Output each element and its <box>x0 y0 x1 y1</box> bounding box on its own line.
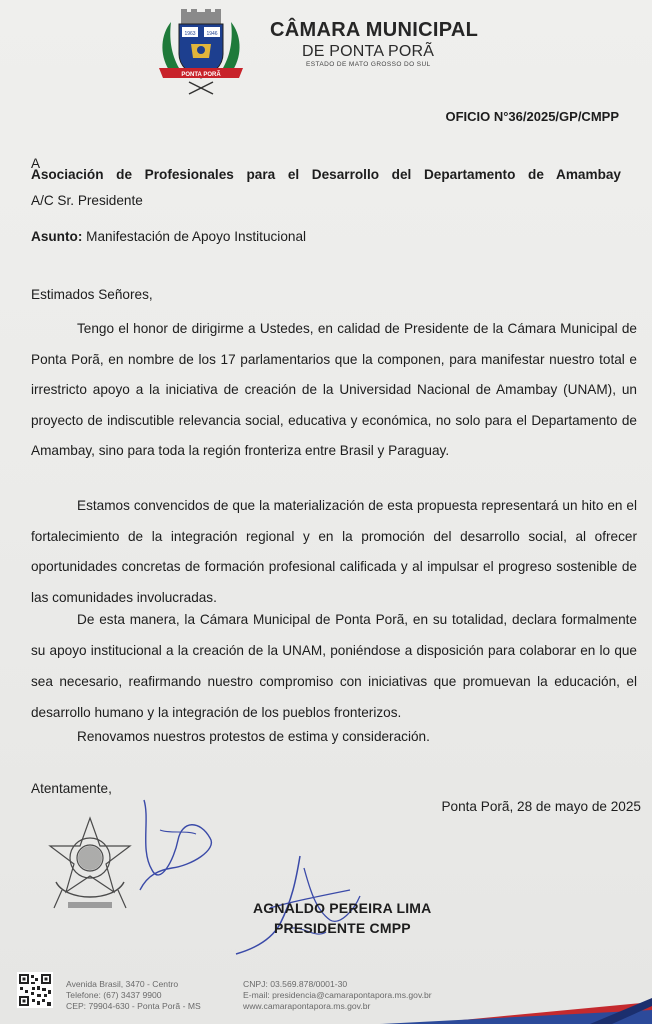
footer-address-block <box>66 979 201 1012</box>
footer-cnpj: CNPJ: 03.569.878/0001-30 <box>243 979 348 989</box>
signature-mark-left <box>130 790 220 900</box>
closing: Atentamente, <box>31 781 112 796</box>
footer-website[interactable]: www.camarapontapora.ms.gov.br <box>243 1001 371 1011</box>
document-reference: OFICIO N°36/2025/GP/CMPP <box>445 109 619 124</box>
municipal-crest-logo <box>155 8 247 96</box>
footer-stripe-decoration <box>380 998 652 1024</box>
footer-email[interactable]: E-mail: presidencia@camarapontapora.ms.gov.br <box>243 990 432 1000</box>
subject-label: Asunto: <box>31 229 83 244</box>
subject-text: Manifestación de Apoyo Institucional <box>86 229 307 244</box>
place-date: Ponta Porã, 28 de mayo de 2025 <box>441 799 641 814</box>
qr-code-icon <box>17 972 53 1008</box>
body-paragraph-4: Renovamos nuestros protestos de estima y consideración. <box>77 729 430 744</box>
svg-text:1946: 1946 <box>206 31 218 37</box>
footer-cep: CEP: 79904-630 - Ponta Porã - MS <box>66 1001 201 1011</box>
signer-name: AGNALDO PEREIRA LIMA <box>253 900 432 916</box>
org-title: CÂMARA MUNICIPAL <box>270 19 479 41</box>
greeting: Estimados Señores, <box>31 287 153 302</box>
to-prefix: A <box>31 156 41 171</box>
official-seal-icon <box>42 812 138 920</box>
body-paragraph-2: Estamos convencidos de que la materialización de esta propuesta representará un hito en el fortalecimiento de la integración regional y en la promoción del desarrollo social, al ofrecer oportunidades concretas de formación profesional calificada y al impulsar el progreso sostenible de las comunidades involucradas. <box>31 498 637 605</box>
svg-text:PONTA PORÃ: PONTA PORÃ <box>181 72 221 78</box>
attention-line: A/C Sr. Presidente <box>31 193 143 208</box>
footer-address: Avenida Brasil, 3470 - Centro <box>66 979 179 989</box>
recipient: Asociación de Profesionales para el Desarrollo del Departamento de Amambay <box>31 167 621 182</box>
org-subtitle: DE PONTA PORÃ <box>302 43 435 60</box>
org-state-line: ESTADO DE MATO GROSSO DO SUL <box>306 61 431 68</box>
svg-text:1963: 1963 <box>184 31 196 37</box>
signer-role: PRESIDENTE CMPP <box>274 920 411 936</box>
body-paragraph-3: De esta manera, la Cámara Municipal de Ponta Porã, en su totalidad, declara formalmente su apoyo institucional a la creación de la UNAM, poniéndose a disposición para colaborar en lo que sea necesario, reafirmando nuestro compromiso con iniciativas que promuevan la educación, el desarrollo humano y la integración de los pueblos fronterizos. <box>31 612 637 720</box>
subject-line <box>31 226 306 248</box>
body-paragraph-1: Tengo el honor de dirigirme a Ustedes, en calidad de Presidente de la Cámara Municipal de Ponta Porã, en nombre de los 17 parlamentarios que la componen, para manifestar nuestro total e irrestricto apoyo a la iniciativa de creación de la Universidad Nacional de Amambay (UNAM), un proyecto de indiscutible relevancia social, educativa y económica, no solo para el Departamento de Amambay, sino para toda la región fronteriza entre Brasil y Paraguay. <box>31 321 637 458</box>
footer-phone: Telefone: (67) 3437 9900 <box>66 990 162 1000</box>
